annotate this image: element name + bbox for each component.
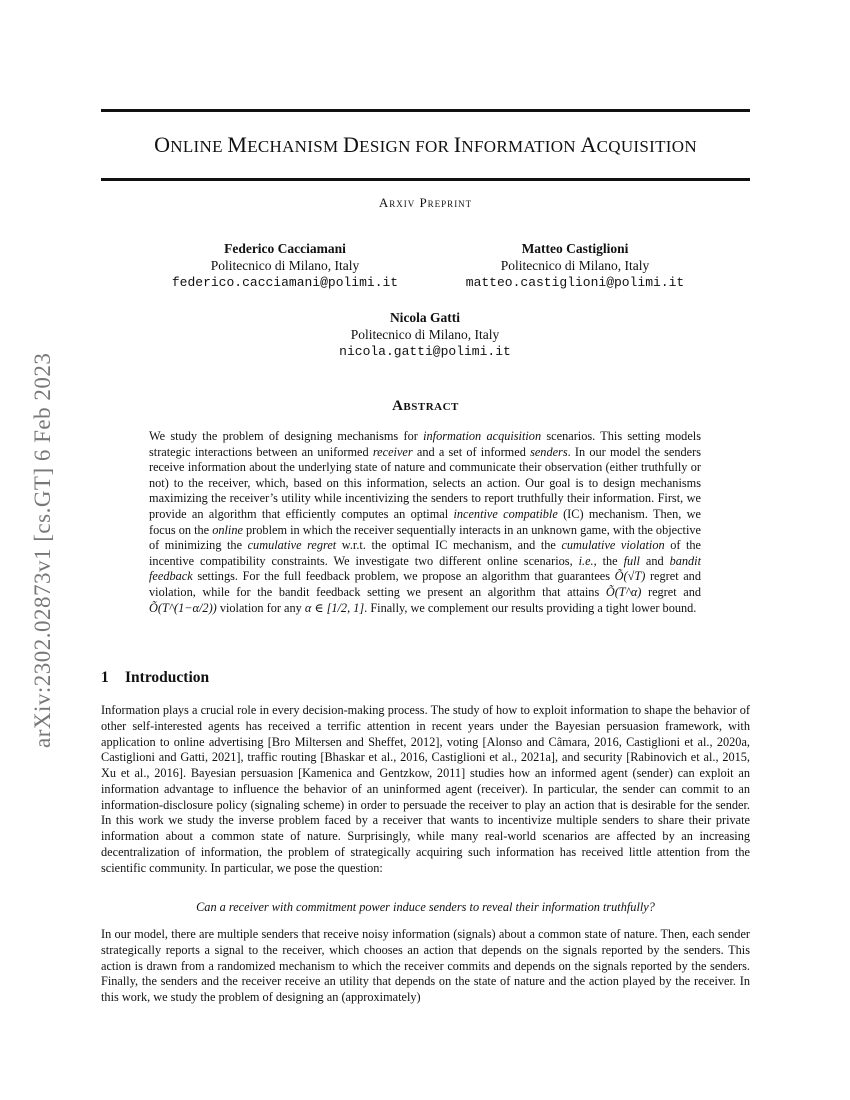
- arxiv-identifier: arXiv:2302.02873v1 [cs.GT] 6 Feb 2023: [30, 352, 55, 748]
- section-title: Introduction: [125, 669, 210, 686]
- author-block: [290, 309, 560, 360]
- author-affiliation: Politecnico di Milano, Italy: [210, 258, 360, 273]
- preprint-label: Arxiv Preprint: [378, 195, 473, 210]
- math-expression: Õ(T^(1−α/2)): [149, 600, 217, 615]
- author-affiliation: Politecnico di Milano, Italy: [500, 258, 650, 273]
- body-paragraph: Information plays a crucial role in every decision-making process. The study of how to exploit information to shape the behavior of other self-interested agents has received a terrific attention in recent years under the Bayesian persuasion framework, with application to online advertising [Bro Miltersen and Sheffet, 2012], voting [Alonso and Câmara, 2016, Castiglioni et al., 2020a, Castiglioni and Gatti, 2021], traffic routing [Bhaskar et al., 2016, Castiglioni et al., 2021a], and security [Rabinovich et al., 2015, Xu et al., 2016]. Bayesian persuasion [Kamenica and Gentzkow, 2011] studies how an informed agent (sender) can exploit an information advantage to influence the behavior of an uninformed agent (receiver). In particular, the sender can commit to an information-disclosure policy (signaling scheme) in order to persuade the receiver to play an action that is desirable for the sender. In this work we study the inverse problem faced by a receiver that wants to incentivize multiple senders to share their private information about a common state of nature. Surprisingly, while many real-world scenarios are affected by an increasing decentralization of information, the problem of strategically acquiring such information has received little attention from the scientific community. In particular, we pose the question:: [101, 703, 750, 875]
- author-name: Federico Cacciamani: [224, 241, 346, 256]
- author-name: Matteo Castiglioni: [521, 241, 629, 256]
- author-block: [150, 240, 420, 291]
- math-expression: Õ(√T): [614, 569, 646, 584]
- abstract-body: We study the problem of designing mechanisms for information acquisition scenarios. This setting models strategic interactions between an uniformed receiver and a set of informed senders. In our model the senders receive information about the underlying state of nature and communicate their observation (either truthfully or not) to the receiver, which, based on this information, selects an action. Our goal is to design mechanisms maximizing the receiver’s utility while incentivizing the senders to report truthfully their information. First, we provide an algorithm that efficiently computes an optimal incentive compatible (IC) mechanism. Then, we focus on the online problem in which the receiver sequentially interacts in an unknown game, with the objective of minimizing the cumulative regret w.r.t. the optimal IC mechanism, and the cumulative violation of the incentive compatibility constraints. We investigate two different online scenarios, i.e., the full and bandit feedback settings. For the full feedback problem, we propose an algorithm that guarantees Õ(√T) regret and violation, while for the bandit feedback setting we present an algorithm that attains Õ(T^α) regret and Õ(T^(1−α/2)) violation for any α ∈ [1/2, 1]. Finally, we complement our results providing a tight lower bound.: [149, 429, 702, 615]
- author-email[interactable]: federico.cacciamani@polimi.it: [171, 275, 399, 290]
- body-paragraph: In our model, there are multiple senders that receive noisy information (signals) about a common state of nature. Then, each sender strategically reports a signal to the receiver, which chooses an action that depends on the signals reported by the senders. This action is drawn from a randomized mechanism to which the receiver commits and depends on the signals reported by the senders. Finally, the senders and the receiver receive an utility that depends on the state of nature and the action played by the receiver. In this work, we study the problem of designing an (approximately): [101, 927, 750, 1004]
- author-email[interactable]: matteo.castiglioni@polimi.it: [465, 275, 685, 290]
- abstract-heading: Abstract: [392, 398, 459, 414]
- paper-title: ONLINE MECHANISM DESIGN FOR INFORMATION ACQUISITION: [154, 132, 697, 157]
- section-number: 1: [101, 669, 109, 686]
- math-expression: Õ(T^α): [605, 584, 642, 599]
- section-heading: [101, 669, 209, 687]
- research-question: Can a receiver with commitment power induce senders to reveal their information truthfully?: [196, 900, 655, 914]
- author-affiliation: Politecnico di Milano, Italy: [350, 327, 500, 342]
- author-name: Nicola Gatti: [389, 310, 461, 325]
- title-bottom-rule: [101, 178, 750, 181]
- author-block: [440, 240, 710, 291]
- math-expression: α ∈ [1/2, 1]: [304, 600, 365, 615]
- author-email[interactable]: nicola.gatti@polimi.it: [339, 344, 511, 359]
- title-top-rule: [101, 109, 750, 112]
